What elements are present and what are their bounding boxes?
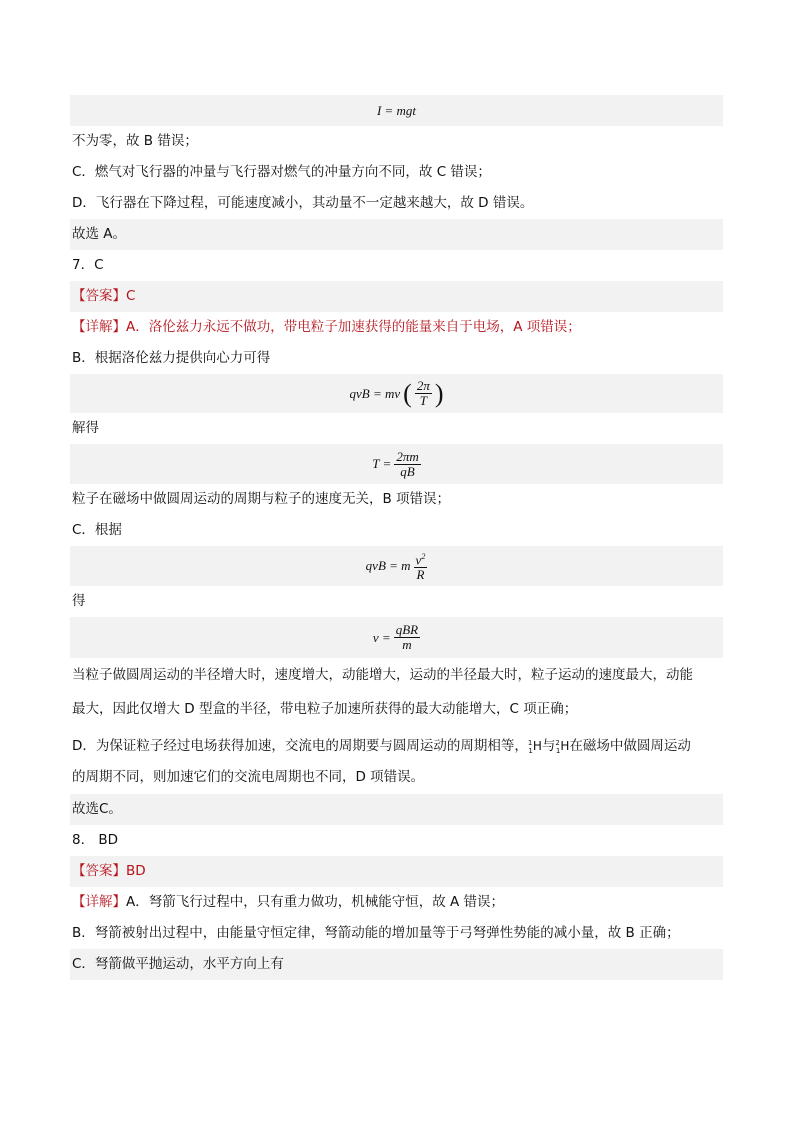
q8-number: 8． BD: [72, 832, 119, 848]
q8-detail-a: 【详解】A．弩箭飞行过程中，只有重力做功，机械能守恒，故 A 错误；: [72, 894, 505, 910]
q6-final-choice: 故选 A。: [70, 219, 723, 250]
detail-label: 【详解】: [72, 894, 126, 910]
q7-get-word: 得: [72, 593, 86, 609]
solution-content: [70, 95, 723, 980]
formula-period: T = $\frac{2\pi m}{qB}$: [70, 444, 723, 484]
answer-label: 【答案】: [72, 288, 126, 304]
q7-c-result-line2: 最大，因此仅增大 D 型盒的半径，带电粒子加速所获得的最大动能增大，C 项正确；: [72, 701, 578, 717]
formula-lorentz-centripetal: qvB = mv ( $\frac{2\pi}{T}$ ): [70, 374, 723, 413]
q7-detail-a: 【详解】A．洛伦兹力永远不做功，带电粒子加速获得的能量来自于电场，A 项错误；: [72, 319, 581, 335]
q7-option-d-line2: 的周期不同，则加速它们的交流电周期也不同，D 项错误。: [72, 769, 425, 785]
isotope-h1: $^1_1$H: [527, 739, 542, 756]
q8-answer: [70, 856, 723, 887]
q6-option-d: D．飞行器在下降过程，可能速度减小，其动量不一定越来越大，故 D 错误。: [72, 195, 534, 211]
answer-value: BD: [126, 863, 146, 879]
q7-number: 7．C: [72, 257, 104, 273]
q7-option-d-line1: D．为保证粒子经过电场获得加速，交流电的周期要与圆周运动的周期相等，$^1_1$H与$^2_1$H在磁场中做圆周运动: [72, 738, 691, 756]
q7-solve-word: 解得: [72, 420, 99, 436]
isotope-h2: $^2_1$H: [555, 739, 570, 756]
q7-c-result-line1: 当粒子做圆周运动的半径增大时，速度增大，动能增大，运动的半径最大时，粒子运动的速度最大，动能: [72, 667, 693, 683]
detail-label: 【详解】: [72, 319, 126, 335]
answer-value: C: [126, 288, 136, 304]
q7-answer: [70, 281, 723, 312]
q6-option-c: C．燃气对飞行器的冲量与飞行器对燃气的冲量方向不同，故 C 错误；: [72, 164, 491, 180]
q8-option-c: C．弩箭做平抛运动，水平方向上有: [70, 949, 723, 980]
q6-b-conclusion: 不为零，故 B 错误；: [72, 133, 198, 149]
q7-option-b: B．根据洛伦兹力提供向心力可得: [72, 350, 271, 366]
formula-radius-relation: qvB = m $\frac{v^2}{R}$: [70, 546, 723, 586]
formula-velocity: v = $\frac{\text{qBR}}{m}$: [70, 617, 723, 658]
q7-b-result: 粒子在磁场中做圆周运动的周期与粒子的速度无关，B 项错误；: [72, 491, 451, 507]
answer-label: 【答案】: [72, 863, 126, 879]
q8-option-b: B．弩箭被射出过程中，由能量守恒定律，弩箭动能的增加量等于弓弩弹性势能的减小量，故 B 正确；: [72, 925, 680, 941]
q7-option-c: C．根据: [72, 522, 122, 538]
formula-impulse: I = mgt: [70, 95, 723, 126]
q7-final-choice: 故选C。: [70, 794, 723, 825]
